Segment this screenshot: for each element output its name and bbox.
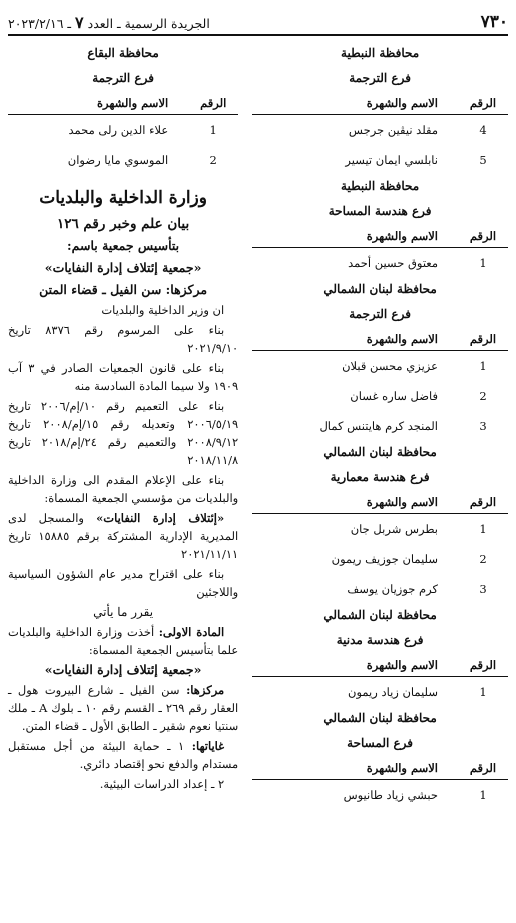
article-one-label: المادة الاولى: — [158, 625, 225, 639]
row-number: 1 — [479, 685, 487, 699]
branch-title: فرع الترجمة — [92, 71, 154, 85]
col-name-header: الاسم والشهرة — [96, 96, 169, 110]
col-num-header: الرقم — [469, 658, 497, 672]
branch-title: فرع الترجمة — [349, 71, 411, 85]
row-name: المنجد كرم هايتنس كمال — [319, 419, 438, 433]
intro-paragraph: ان وزير الداخلية والبلديات — [101, 303, 225, 317]
governorate-title: محافظة لبنان الشمالي — [323, 282, 437, 296]
paragraph-proposal: بناء على اقتراح مدير عام الشؤون السياسية واللاجئين — [8, 567, 239, 599]
col-num-header: الرقم — [469, 332, 497, 346]
governorate-title: محافظة النبطية — [341, 46, 420, 60]
section-nabatieh-translation — [252, 42, 508, 175]
branch-title: فرع المساحة — [347, 736, 414, 750]
col-name-header: الاسم والشهرة — [366, 229, 438, 243]
row-number: 5 — [479, 153, 487, 167]
table-row — [252, 145, 508, 175]
section-bekaa-translation — [8, 42, 238, 175]
goals-text: ١ ـ حماية البيئة من أجل مستقبل مستدام والدفع نحو إقتصاد دائري. — [8, 739, 239, 771]
table-row — [252, 544, 508, 574]
col-name-header: الاسم والشهرة — [366, 761, 438, 775]
row-number: 1 — [479, 256, 487, 270]
statement-title: بيان علم وخبر رقم ١٢٦ — [56, 216, 190, 232]
page-number: ٧٣٠ — [480, 12, 508, 32]
paragraph-law: بناء على قانون الجمعيات الصادر في ٣ آب ١٩٠٩ ولا سيما المادة السادسة منه — [8, 361, 239, 393]
row-number: 1 — [479, 788, 487, 802]
journal-info — [8, 13, 210, 32]
association-name-2: «جمعية إئتلاف إدارة النفايات» — [44, 662, 202, 677]
table-row — [252, 677, 508, 707]
paragraph-registration — [8, 509, 238, 563]
table-row — [252, 780, 508, 810]
governorate-title: محافظة لبنان الشمالي — [323, 608, 437, 622]
paragraph-decree: بناء على المرسوم رقم ٨٣٧٦ تاريخ ٢٠٢١/٩/١٠ — [8, 323, 239, 355]
row-name: حبشي زياد طانيوس — [343, 788, 438, 802]
table-header — [252, 490, 508, 514]
section-north-architecture — [252, 441, 508, 604]
decides-line: يقرر ما يأتي — [93, 605, 154, 619]
headquarters-line: مركزها: سن الفيل ـ قضاء المتن — [39, 282, 208, 297]
row-name: عزيزي محسن قبلان — [342, 359, 438, 373]
row-name: فاضل ساره غسان — [350, 389, 438, 403]
col-name-header: الاسم والشهرة — [366, 96, 438, 110]
row-name: بطرس شربل جان — [350, 522, 438, 536]
row-number: 2 — [479, 552, 487, 566]
section-north-translation — [252, 278, 508, 441]
table-header — [252, 91, 508, 115]
col-num-header: الرقم — [469, 229, 497, 243]
row-number: 1 — [479, 359, 487, 373]
table-row — [252, 381, 508, 411]
table-row — [252, 514, 508, 544]
hq-text: سن الفيل ـ شارع البيروت هول ـ العقار رقم ٢٦٩ ـ القسم رقم ١٠ ـ بلوك A ـ ملك سنتيا نعوم شقير ـ الطابق الأول ـ قضاء المتن. — [8, 683, 239, 733]
row-number: 4 — [479, 123, 487, 137]
row-name: معتوق حسين أحمد — [348, 256, 438, 270]
table-row — [8, 145, 238, 175]
two-columns — [8, 42, 508, 922]
article-one-text: أخذت وزارة الداخلية والبلديات علما بتأسيس الجمعية المسماة: — [8, 625, 239, 657]
hq-label: مركزها: — [186, 683, 225, 697]
issue-date: ـ ٢٠٢٣/٢/١٦ — [8, 16, 72, 31]
row-number: 2 — [479, 389, 487, 403]
col-name-header: الاسم والشهرة — [366, 495, 438, 509]
table-header — [8, 91, 238, 115]
row-number: 1 — [209, 123, 217, 137]
row-name: سليمان زياد ريمون — [348, 685, 438, 699]
registration-text: والمسجل لدى المديرية الإدارية المشتركة برقم ١٥٨٨٥ تاريخ ٢٠٢١/١١/١١ — [8, 511, 239, 561]
page-header — [8, 6, 508, 36]
col-num-header: الرقم — [469, 761, 497, 775]
table-row — [252, 574, 508, 604]
journal-title: الجريدة الرسمية ـ العدد — [87, 16, 210, 31]
table-header — [252, 224, 508, 248]
col-name-header: الاسم والشهرة — [366, 332, 438, 346]
table-header — [252, 327, 508, 351]
branch-title: فرع هندسة مدنية — [336, 633, 424, 647]
table-row — [252, 411, 508, 441]
headquarters-paragraph — [8, 681, 238, 735]
section-nabatieh-surveying — [252, 175, 508, 278]
row-name: الموسوي مايا رضوان — [67, 153, 169, 167]
row-name: نابلسي ايمان تيسير — [345, 153, 438, 167]
table-header — [252, 653, 508, 677]
governorate-title: محافظة البقاع — [87, 46, 159, 60]
goals-paragraph — [8, 737, 238, 773]
section-north-civil — [252, 604, 508, 707]
statement-subtitle: بتأسيس جمعية باسم: — [67, 238, 180, 253]
row-number: 2 — [209, 153, 217, 167]
row-name: مقلد نيڤين جرجس — [348, 123, 438, 137]
article-one — [8, 623, 238, 659]
table-header — [252, 756, 508, 780]
row-number: 3 — [479, 419, 487, 433]
goals-label: غاياتها: — [191, 739, 225, 753]
association-name: «جمعية إئتلاف إدارة النفايات» — [44, 260, 202, 275]
governorate-title: محافظة لبنان الشمالي — [323, 711, 437, 725]
row-number: 1 — [479, 522, 487, 536]
governorate-title: محافظة النبطية — [341, 179, 420, 193]
section-north-surveying — [252, 707, 508, 810]
left-column — [8, 42, 244, 922]
right-column — [244, 42, 508, 922]
row-name: كرم جوزيان يوسف — [347, 582, 438, 596]
row-name: سليمان جوزيف ريمون — [331, 552, 438, 566]
ministry-title: وزارة الداخلية والبلديات — [39, 188, 207, 208]
goal-two: ٢ ـ إعداد الدراسات البيئية. — [99, 777, 225, 791]
paragraph-circulars: بناء على التعميم رقم ١٠/إم/٢٠٠٦ تاريخ ٢٠٠٦/٥/١٩ وتعديله رقم ١٥/إم/٢٠٠٨ تاريخ ٢٠٠٨/٩/١٢ والتعميم رقم ٢٤/إم/٢٠١٨ تاريخ ٢٠١٨/١١/٨ — [8, 399, 239, 467]
table-row — [8, 115, 238, 145]
issue-number: ٧ — [75, 13, 84, 32]
col-num-header: الرقم — [469, 495, 497, 509]
col-num-header: الرقم — [469, 96, 497, 110]
table-row — [252, 248, 508, 278]
col-num-header: الرقم — [200, 96, 227, 110]
paragraph-notification: بناء على الإعلام المقدم الى وزارة الداخلية والبلديات من مؤسسي الجمعية المسماة: — [8, 473, 239, 505]
row-number: 3 — [479, 582, 487, 596]
governorate-title: محافظة لبنان الشمالي — [323, 445, 437, 459]
row-name: علاء الدين رلى محمد — [68, 123, 169, 137]
registered-name: «إئتلاف إدارة النفايات» — [96, 511, 225, 525]
branch-title: فرع هندسة المساحة — [328, 204, 432, 218]
col-name-header: الاسم والشهرة — [366, 658, 438, 672]
table-row — [252, 115, 508, 145]
table-row — [252, 351, 508, 381]
branch-title: فرع الترجمة — [349, 307, 411, 321]
branch-title: فرع هندسة معمارية — [330, 470, 430, 484]
